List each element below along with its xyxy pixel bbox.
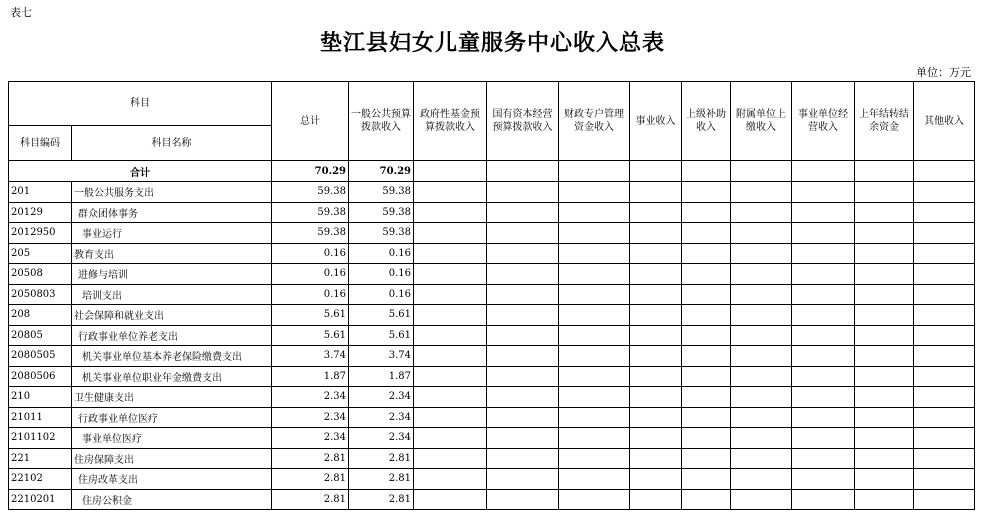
name-header: 科目名称 (72, 126, 272, 161)
empty-cell (914, 346, 975, 367)
subject-code: 20508 (9, 264, 72, 285)
total-value: 2.34 (272, 428, 349, 449)
empty-cell (914, 325, 975, 346)
subject-name: 住房保障支出 (72, 448, 272, 469)
empty-cell (630, 366, 682, 387)
empty-cell (630, 469, 682, 490)
empty-cell (682, 325, 731, 346)
empty-cell (914, 448, 975, 469)
empty-cell (559, 469, 630, 490)
empty-cell (682, 305, 731, 326)
general-budget-value: 1.87 (349, 366, 414, 387)
empty-cell (559, 387, 630, 408)
general-budget-value: 2.81 (349, 469, 414, 490)
empty-cell (731, 202, 792, 223)
empty-cell (682, 407, 731, 428)
table-row (9, 448, 975, 469)
empty-cell (630, 428, 682, 449)
empty-cell (414, 428, 487, 449)
subject-code: 22102 (9, 469, 72, 490)
table-number: 表七 (10, 6, 32, 19)
table-row (9, 407, 975, 428)
empty-cell (559, 305, 630, 326)
unit-label: 单位：万元 (916, 66, 971, 79)
col-header: 上年结转结余资金 (855, 82, 914, 161)
subject-header: 科目 (9, 82, 272, 126)
empty-cell (682, 284, 731, 305)
empty-cell (682, 469, 731, 490)
empty-cell (792, 428, 855, 449)
empty-cell (414, 202, 487, 223)
empty-cell (792, 284, 855, 305)
empty-cell (914, 428, 975, 449)
subject-name: 住房改革支出 (72, 469, 272, 490)
table-row (9, 489, 975, 510)
empty-cell (914, 407, 975, 428)
empty-cell (731, 325, 792, 346)
empty-cell (855, 223, 914, 244)
empty-cell (630, 448, 682, 469)
empty-cell (487, 223, 559, 244)
subject-name: 一般公共服务支出 (72, 182, 272, 203)
total-value: 0.16 (272, 264, 349, 285)
empty-cell (630, 407, 682, 428)
empty-cell (914, 264, 975, 285)
empty-cell (630, 182, 682, 203)
empty-cell (487, 387, 559, 408)
empty-cell (559, 366, 630, 387)
empty-cell (630, 325, 682, 346)
empty-cell (731, 264, 792, 285)
empty-cell (487, 407, 559, 428)
empty-cell (487, 182, 559, 203)
total-value: 5.61 (272, 325, 349, 346)
empty-cell (855, 366, 914, 387)
subject-name: 群众团体事务 (72, 202, 272, 223)
header-row (9, 82, 975, 126)
empty-cell (914, 182, 975, 203)
col-header: 国有资本经营预算拨款收入 (487, 82, 559, 161)
empty-cell (414, 284, 487, 305)
general-budget-value: 2.34 (349, 428, 414, 449)
general-budget-value: 5.61 (349, 305, 414, 326)
empty-cell (855, 346, 914, 367)
empty-cell (731, 448, 792, 469)
col-header: 总计 (272, 82, 349, 161)
empty-cell (414, 469, 487, 490)
empty-cell (682, 366, 731, 387)
subject-name: 机关事业单位基本养老保险缴费支出 (72, 346, 272, 367)
table-row (9, 223, 975, 244)
empty-cell (792, 469, 855, 490)
empty-cell (914, 489, 975, 510)
empty-cell (914, 223, 975, 244)
total-value: 59.38 (272, 223, 349, 244)
col-header: 其他收入 (914, 82, 975, 161)
empty-cell (731, 182, 792, 203)
empty-cell (731, 305, 792, 326)
empty-cell (914, 284, 975, 305)
subject-name: 进修与培训 (72, 264, 272, 285)
general-budget-value: 2.81 (349, 448, 414, 469)
empty-cell (559, 243, 630, 264)
empty-cell (414, 325, 487, 346)
empty-cell (487, 346, 559, 367)
empty-cell (914, 202, 975, 223)
empty-cell (414, 387, 487, 408)
code-header: 科目编码 (9, 126, 72, 161)
empty-cell (731, 243, 792, 264)
empty-cell (792, 305, 855, 326)
table-row (9, 284, 975, 305)
total-label: 合计 (9, 161, 272, 182)
empty-cell (559, 223, 630, 244)
table-row (9, 428, 975, 449)
col-header: 上级补助收入 (682, 82, 731, 161)
table-row (9, 387, 975, 408)
total-value: 59.38 (272, 182, 349, 203)
empty-cell (414, 305, 487, 326)
page-title: 垫江县妇女儿童服务中心收入总表 (319, 30, 665, 56)
empty-cell (559, 346, 630, 367)
total-value: 2.34 (272, 387, 349, 408)
empty-cell (855, 182, 914, 203)
empty-cell (731, 407, 792, 428)
total-general: 70.29 (349, 161, 414, 182)
empty-cell (559, 407, 630, 428)
subject-code: 210 (9, 387, 72, 408)
total-value: 59.38 (272, 202, 349, 223)
empty-cell (792, 264, 855, 285)
empty-cell (414, 223, 487, 244)
empty-cell (682, 223, 731, 244)
total-value: 2.34 (272, 407, 349, 428)
subject-code: 208 (9, 305, 72, 326)
income-table (8, 81, 975, 510)
table-row (9, 469, 975, 490)
empty-cell (487, 325, 559, 346)
total-value: 2.81 (272, 469, 349, 490)
empty-cell (682, 489, 731, 510)
subject-code: 20805 (9, 325, 72, 346)
empty-cell (487, 428, 559, 449)
empty-cell (855, 202, 914, 223)
empty-cell (731, 346, 792, 367)
total-value: 2.81 (272, 448, 349, 469)
empty-cell (792, 366, 855, 387)
empty-cell (731, 428, 792, 449)
empty-cell (855, 264, 914, 285)
empty-cell (682, 448, 731, 469)
empty-cell (414, 346, 487, 367)
subject-name: 住房公积金 (72, 489, 272, 510)
empty-cell (731, 387, 792, 408)
subject-name: 行政事业单位医疗 (72, 407, 272, 428)
subject-name: 机关事业单位职业年金缴费支出 (72, 366, 272, 387)
total-value: 1.87 (272, 366, 349, 387)
empty-cell (914, 469, 975, 490)
empty-cell (792, 182, 855, 203)
general-budget-value: 59.38 (349, 223, 414, 244)
general-budget-value: 5.61 (349, 325, 414, 346)
subject-name: 社会保障和就业支出 (72, 305, 272, 326)
general-budget-value: 0.16 (349, 284, 414, 305)
empty-cell (487, 284, 559, 305)
total-value: 0.16 (272, 243, 349, 264)
subject-name: 卫生健康支出 (72, 387, 272, 408)
general-budget-value: 59.38 (349, 202, 414, 223)
empty-cell (855, 387, 914, 408)
empty-cell (792, 243, 855, 264)
empty-cell (630, 387, 682, 408)
total-value: 0.16 (272, 284, 349, 305)
empty-cell (792, 448, 855, 469)
empty-cell (914, 305, 975, 326)
subject-code: 21011 (9, 407, 72, 428)
empty-cell (414, 243, 487, 264)
empty-cell (731, 489, 792, 510)
subject-name: 教育支出 (72, 243, 272, 264)
empty-cell (630, 243, 682, 264)
empty-cell (855, 305, 914, 326)
empty-cell (559, 182, 630, 203)
empty-cell (914, 243, 975, 264)
empty-cell (855, 469, 914, 490)
subject-code: 201 (9, 182, 72, 203)
col-header: 事业单位经营收入 (792, 82, 855, 161)
empty-cell (414, 489, 487, 510)
empty-cell (855, 325, 914, 346)
table-row (9, 243, 975, 264)
col-header: 一般公共预算拨款收入 (349, 82, 414, 161)
subject-name: 事业单位医疗 (72, 428, 272, 449)
table-row (9, 325, 975, 346)
empty-cell (559, 202, 630, 223)
total-value: 70.29 (272, 161, 349, 182)
empty-cell (414, 182, 487, 203)
empty-cell (855, 428, 914, 449)
empty-cell (487, 264, 559, 285)
empty-cell (487, 202, 559, 223)
empty-cell (731, 223, 792, 244)
empty-cell (855, 448, 914, 469)
table-row (9, 366, 975, 387)
empty-cell (487, 305, 559, 326)
empty-cell (630, 264, 682, 285)
empty-cell (559, 428, 630, 449)
empty-cell (682, 243, 731, 264)
empty-cell (559, 284, 630, 305)
empty-cell (855, 243, 914, 264)
empty-cell (414, 264, 487, 285)
empty-cell (682, 264, 731, 285)
empty-cell (630, 346, 682, 367)
subject-code: 2050803 (9, 284, 72, 305)
empty-cell (682, 182, 731, 203)
general-budget-value: 0.16 (349, 243, 414, 264)
empty-cell (792, 223, 855, 244)
subject-code: 20129 (9, 202, 72, 223)
empty-cell (487, 243, 559, 264)
empty-cell (487, 366, 559, 387)
empty-cell (731, 469, 792, 490)
table-row (9, 264, 975, 285)
general-budget-value: 2.34 (349, 387, 414, 408)
empty-cell (630, 489, 682, 510)
total-value: 3.74 (272, 346, 349, 367)
total-row (9, 161, 975, 182)
empty-cell (487, 489, 559, 510)
empty-cell (630, 305, 682, 326)
table-row (9, 202, 975, 223)
empty-cell (914, 366, 975, 387)
general-budget-value: 2.81 (349, 489, 414, 510)
empty-cell (682, 202, 731, 223)
empty-cell (414, 366, 487, 387)
general-budget-value: 0.16 (349, 264, 414, 285)
subject-code: 2080505 (9, 346, 72, 367)
subject-code: 221 (9, 448, 72, 469)
empty-cell (855, 284, 914, 305)
general-budget-value: 3.74 (349, 346, 414, 367)
general-budget-value: 2.34 (349, 407, 414, 428)
empty-cell (682, 428, 731, 449)
col-header: 事业收入 (630, 82, 682, 161)
subject-name: 行政事业单位养老支出 (72, 325, 272, 346)
table-row (9, 305, 975, 326)
empty-cell (559, 489, 630, 510)
total-value: 5.61 (272, 305, 349, 326)
empty-cell (792, 325, 855, 346)
empty-cell (731, 366, 792, 387)
empty-cell (559, 325, 630, 346)
empty-cell (792, 387, 855, 408)
empty-cell (559, 264, 630, 285)
subject-code: 2210201 (9, 489, 72, 510)
subject-code: 2012950 (9, 223, 72, 244)
empty-cell (487, 448, 559, 469)
subject-code: 205 (9, 243, 72, 264)
general-budget-value: 59.38 (349, 182, 414, 203)
empty-cell (630, 284, 682, 305)
col-header: 附属单位上缴收入 (731, 82, 792, 161)
empty-cell (414, 407, 487, 428)
table-row (9, 182, 975, 203)
subject-name: 事业运行 (72, 223, 272, 244)
empty-cell (855, 489, 914, 510)
subject-code: 2080506 (9, 366, 72, 387)
col-header: 财政专户管理资金收入 (559, 82, 630, 161)
empty-cell (731, 284, 792, 305)
empty-cell (682, 387, 731, 408)
table-row (9, 346, 975, 367)
empty-cell (630, 223, 682, 244)
empty-cell (559, 448, 630, 469)
total-value: 2.81 (272, 489, 349, 510)
empty-cell (630, 202, 682, 223)
empty-cell (855, 407, 914, 428)
empty-cell (792, 407, 855, 428)
col-header: 政府性基金预算拨款收入 (414, 82, 487, 161)
subject-name: 培训支出 (72, 284, 272, 305)
empty-cell (487, 469, 559, 490)
empty-cell (414, 448, 487, 469)
empty-cell (682, 346, 731, 367)
subject-code: 2101102 (9, 428, 72, 449)
empty-cell (792, 489, 855, 510)
empty-cell (914, 387, 975, 408)
empty-cell (792, 346, 855, 367)
empty-cell (792, 202, 855, 223)
